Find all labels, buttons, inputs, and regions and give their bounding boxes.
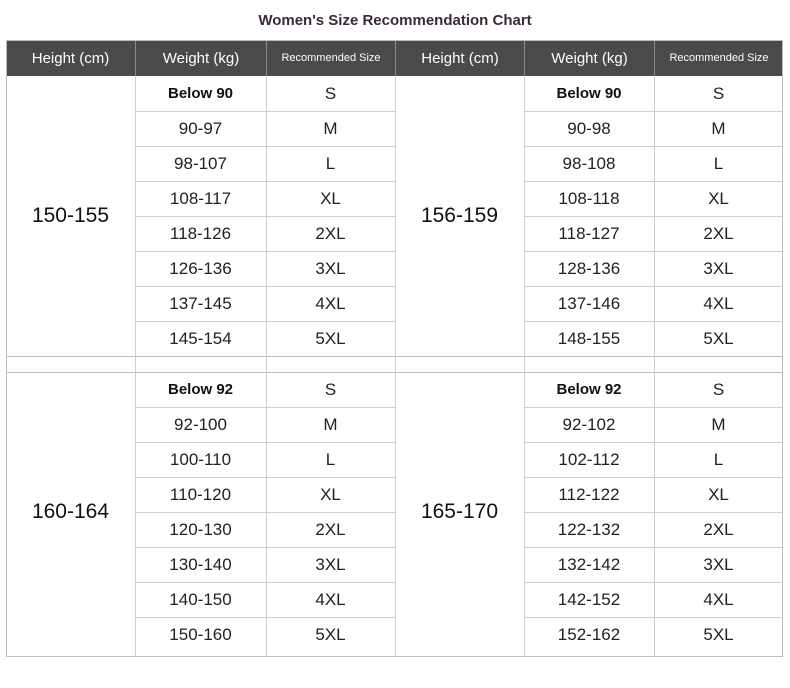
header-size-2: Recommended Size (654, 40, 783, 76)
weight-cell: 120-130 (169, 519, 232, 539)
weight-cell: 130-140 (169, 554, 232, 574)
weight-cell: Below 90 (556, 85, 622, 102)
header-height-2: Height (cm) (395, 40, 524, 76)
size-cell: XL (708, 188, 729, 208)
size-cell: L (325, 449, 336, 469)
size-cell: S (712, 379, 725, 399)
weight-cell: 98-108 (562, 153, 616, 173)
size-cell: XL (708, 484, 729, 504)
header-size-1: Recommended Size (266, 40, 395, 76)
weight-cell: 90-97 (178, 118, 223, 138)
weight-cell: 102-112 (558, 449, 620, 469)
size-cell: S (324, 83, 337, 103)
weight-cell: 137-145 (169, 293, 232, 313)
column-divider (395, 76, 396, 657)
size-cell: 2XL (703, 223, 734, 243)
weight-cell: 142-152 (557, 589, 621, 609)
size-cell: 4XL (315, 589, 346, 609)
size-cell: 3XL (315, 554, 346, 574)
weight-cell: Below 90 (167, 85, 234, 102)
weight-cell: 148-155 (557, 328, 621, 348)
size-cell: 3XL (703, 258, 734, 278)
weight-cell: 98-107 (174, 153, 227, 173)
weight-cell: 140-150 (169, 589, 232, 609)
weight-cell: Below 92 (167, 381, 234, 398)
weight-cell: Below 92 (556, 381, 622, 398)
size-cell: 2XL (315, 519, 346, 539)
page-title: Women's Size Recommendation Chart (258, 12, 532, 29)
weight-cell: 126-136 (169, 258, 232, 278)
size-cell: 5XL (315, 624, 346, 644)
size-cell: L (713, 449, 724, 469)
weight-cell: 90-98 (567, 118, 611, 138)
weight-cell: 92-102 (562, 414, 616, 434)
size-cell: 4XL (703, 589, 734, 609)
column-divider (266, 76, 267, 657)
height-range-cell: 150-155 (31, 204, 110, 227)
weight-cell: 150-160 (169, 624, 232, 644)
header-weight-2: Weight (kg) (524, 40, 654, 76)
weight-cell: 122-132 (557, 519, 621, 539)
header-weight-1: Weight (kg) (135, 40, 266, 76)
size-cell: 4XL (315, 293, 346, 313)
size-cell: S (324, 379, 337, 399)
weight-cell: 118-127 (558, 223, 620, 243)
weight-cell: 128-136 (557, 258, 621, 278)
size-chart-table (6, 40, 783, 657)
size-cell: S (712, 83, 725, 103)
weight-cell: 145-154 (169, 328, 232, 348)
height-range-cell: 156-159 (420, 204, 499, 227)
column-divider (135, 76, 136, 657)
weight-cell: 100-110 (169, 449, 232, 469)
size-cell: 3XL (703, 554, 734, 574)
size-cell: L (325, 153, 336, 173)
size-cell: 2XL (703, 519, 734, 539)
size-cell: 5XL (315, 328, 346, 348)
weight-cell: 118-126 (169, 223, 232, 243)
weight-cell: 152-162 (557, 624, 621, 644)
weight-cell: 92-100 (174, 414, 227, 434)
size-cell: 5XL (703, 624, 734, 644)
size-cell: XL (320, 188, 341, 208)
weight-cell: 132-142 (557, 554, 621, 574)
column-divider (654, 76, 655, 657)
size-cell: M (323, 118, 338, 138)
weight-cell: 112-122 (558, 484, 620, 504)
size-cell: M (711, 414, 726, 434)
column-divider (524, 76, 525, 657)
size-cell: M (323, 414, 338, 434)
size-cell: 2XL (315, 223, 346, 243)
size-cell: 5XL (703, 328, 734, 348)
weight-cell: 108-117 (169, 188, 232, 208)
size-cell: 3XL (315, 258, 346, 278)
weight-cell: 110-120 (169, 484, 232, 504)
size-cell: XL (320, 484, 341, 504)
size-cell: M (711, 118, 726, 138)
size-cell: 4XL (703, 293, 734, 313)
weight-cell: 137-146 (557, 293, 621, 313)
weight-cell: 108-118 (558, 188, 620, 208)
size-cell: L (713, 153, 724, 173)
height-range-cell: 165-170 (420, 500, 499, 523)
header-height-1: Height (cm) (6, 40, 135, 76)
height-range-cell: 160-164 (31, 500, 110, 523)
